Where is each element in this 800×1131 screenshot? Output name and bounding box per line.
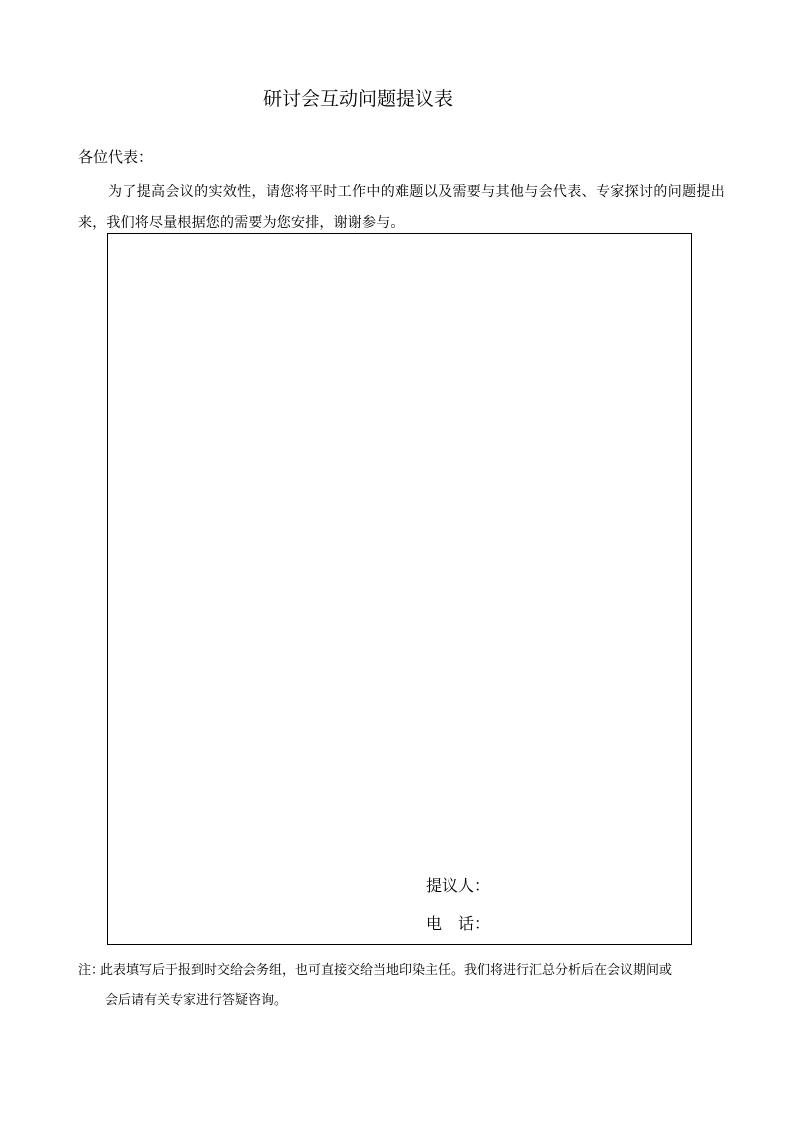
- intro-paragraph: 为了提高会议的实效性，请您将平时工作中的难题以及需要与其他与会代表、专家探讨的问题提出来，我们将尽量根据您的需要为您安排，谢谢参与。: [78, 184, 725, 231]
- page-title: 研讨会互动问题提议表: [262, 88, 453, 110]
- phone-label: 电 话：: [426, 914, 491, 933]
- question-input-box[interactable]: [107, 233, 692, 945]
- footnote: [78, 956, 728, 1016]
- footnote-line-2: 会后请有关专家进行答疑咨询。: [105, 993, 288, 1008]
- proposer-label: 提议人：: [426, 876, 491, 895]
- footnote-label: 注：: [78, 963, 105, 978]
- salutation: 各位代表：: [78, 148, 154, 166]
- footnote-line-1: 此表填写后于报到时交给会务组，也可直接交给当地印染主任。我们将进行汇总分析后在会议期间或: [100, 963, 673, 978]
